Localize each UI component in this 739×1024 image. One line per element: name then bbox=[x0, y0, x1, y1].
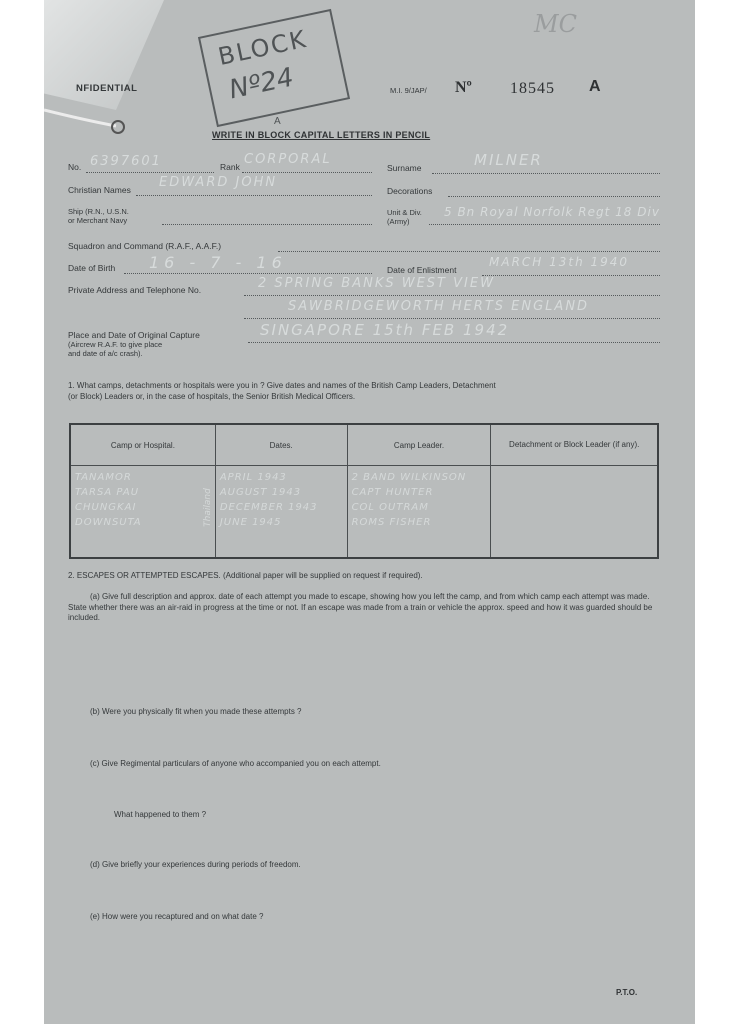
decorations-line bbox=[448, 196, 660, 197]
date-entry: AUGUST 1943 bbox=[219, 487, 302, 498]
capture-line bbox=[248, 342, 660, 343]
capture-label-2: (Aircrew R.A.F. to give place bbox=[68, 340, 163, 349]
stamp-line-3: A bbox=[274, 116, 281, 127]
corner-mark: MC bbox=[534, 10, 577, 38]
dob-line bbox=[124, 273, 372, 274]
ship-label bbox=[68, 207, 129, 225]
surname-value: MILNER bbox=[474, 151, 543, 169]
christian-value: EDWARD JOHN bbox=[159, 175, 278, 190]
ship-label-2: or Merchant Navy bbox=[68, 216, 128, 225]
number-prefix: Nº bbox=[455, 79, 472, 96]
rank-label: Rank bbox=[220, 162, 240, 172]
pto-label: P.T.O. bbox=[616, 988, 638, 997]
dates-cell bbox=[215, 466, 347, 559]
col-dates: Dates. bbox=[215, 424, 347, 466]
dob-label: Date of Birth bbox=[68, 263, 116, 273]
capture-label bbox=[68, 331, 200, 358]
capture-value: SINGAPORE 15th FEB 1942 bbox=[260, 321, 510, 339]
stamp-line-2: Nº24 bbox=[226, 62, 297, 106]
ship-line bbox=[162, 224, 372, 225]
question-2e: (e) How were you recaptured and on what date ? bbox=[90, 912, 264, 921]
side-note: Thailand bbox=[202, 488, 213, 527]
capture-label-1: Place and Date of Original Capture bbox=[68, 330, 200, 340]
unit-label-2: (Army) bbox=[387, 217, 410, 226]
address-line-1 bbox=[244, 295, 660, 296]
address-value-2: SAWBRIDGEWORTH HERTS ENGLAND bbox=[288, 299, 590, 314]
surname-line bbox=[432, 173, 660, 174]
form-code: M.I. 9/JAP/ bbox=[390, 86, 427, 95]
no-label: No. bbox=[68, 162, 82, 172]
unit-label bbox=[387, 208, 422, 226]
question-2c: (c) Give Regimental particulars of anyone who accompanied you on each attempt. bbox=[90, 759, 381, 768]
enlistment-line bbox=[482, 275, 660, 276]
squadron-line bbox=[278, 251, 660, 252]
decorations-label: Decorations bbox=[387, 186, 433, 196]
block-stamp bbox=[198, 9, 350, 127]
camp-entry: CHUNGKAI bbox=[75, 502, 137, 513]
leader-entry: ROMS FISHER bbox=[351, 517, 432, 528]
form-suffix: A bbox=[589, 78, 601, 95]
unit-label-1: Unit & Div. bbox=[387, 208, 422, 217]
no-value: 6397601 bbox=[90, 154, 162, 169]
no-line bbox=[86, 172, 214, 173]
confidential-label: NFIDENTIAL bbox=[76, 83, 138, 94]
string-tie bbox=[44, 100, 134, 140]
address-value-1: 2 SPRING BANKS WEST VIEW bbox=[258, 276, 495, 291]
camp-entry: TANAMOR bbox=[75, 472, 132, 483]
section-2-heading: 2. ESCAPES OR ATTEMPTED ESCAPES. (Additional paper will be supplied on request if required). bbox=[68, 571, 423, 580]
squadron-label: Squadron and Command (R.A.F., A.A.F.) bbox=[68, 241, 222, 251]
dob-value: 16 - 7 - 16 bbox=[149, 253, 287, 272]
unit-line bbox=[429, 224, 660, 225]
capture-label-3: and date of a/c crash). bbox=[68, 349, 143, 358]
form-number: 18545 bbox=[510, 80, 555, 97]
question-2b: (b) Were you physically fit when you made these attempts ? bbox=[90, 707, 302, 716]
christian-line bbox=[136, 195, 372, 196]
address-line-2 bbox=[244, 318, 660, 319]
address-label: Private Address and Telephone No. bbox=[68, 285, 202, 295]
surname-label: Surname bbox=[387, 163, 422, 173]
camps-table-header bbox=[70, 424, 658, 466]
ship-label-1: Ship (R.N., U.S.N. bbox=[68, 207, 129, 216]
document-page bbox=[44, 0, 695, 1024]
instruction-heading: WRITE IN BLOCK CAPITAL LETTERS IN PENCIL bbox=[212, 130, 431, 140]
date-entry: DECEMBER 1943 bbox=[219, 502, 318, 513]
col-camp: Camp or Hospital. bbox=[70, 424, 215, 466]
question-1-line-2: (or Block) Leaders or, in the case of hospitals, the Senior British Medical Officers. bbox=[68, 392, 356, 401]
camps-table bbox=[69, 423, 659, 559]
what-happened: What happened to them ? bbox=[114, 810, 207, 819]
leader-entry: CAPT HUNTER bbox=[351, 487, 434, 498]
date-entry: APRIL 1943 bbox=[219, 472, 287, 483]
rank-line bbox=[242, 172, 372, 173]
rank-value: CORPORAL bbox=[244, 152, 332, 167]
question-1: 1. What camps, detachments or hospitals were you in ? Give dates and names of the British Camp Leaders, Detachment bbox=[68, 381, 496, 390]
enlistment-value: MARCH 13th 1940 bbox=[489, 255, 630, 269]
unit-value: 5 Bn Royal Norfolk Regt 18 Div bbox=[444, 205, 660, 219]
camp-entry: TARSA PAU bbox=[75, 487, 140, 498]
camp-cell bbox=[70, 466, 215, 559]
christian-label: Christian Names bbox=[68, 185, 131, 195]
leader-entry: COL OUTRAM bbox=[351, 502, 429, 513]
camp-entry: DOWNSUTA bbox=[75, 517, 142, 528]
stamp-line-1: BLOCK bbox=[215, 24, 310, 71]
enlistment-label: Date of Enlistment bbox=[387, 265, 457, 275]
camps-table-body bbox=[70, 466, 658, 559]
date-entry: JUNE 1945 bbox=[219, 517, 282, 528]
question-2d: (d) Give briefly your experiences during periods of freedom. bbox=[90, 860, 301, 869]
detachment-cell bbox=[491, 466, 658, 559]
col-leader: Camp Leader. bbox=[347, 424, 491, 466]
leader-cell bbox=[347, 466, 491, 559]
col-detachment: Detachment or Block Leader (if any). bbox=[491, 424, 658, 466]
leader-entry: 2 BAND WILKINSON bbox=[351, 472, 467, 483]
question-2a: (a) Give full description and approx. date of each attempt you made to escape, showing how you left the camp, and from which camp each attempt was made. State whether there was an air-raid in progress at the time or not. If an escape was made from a train or vehicle the approx. speed and how it was guarded should be included. bbox=[68, 592, 653, 622]
